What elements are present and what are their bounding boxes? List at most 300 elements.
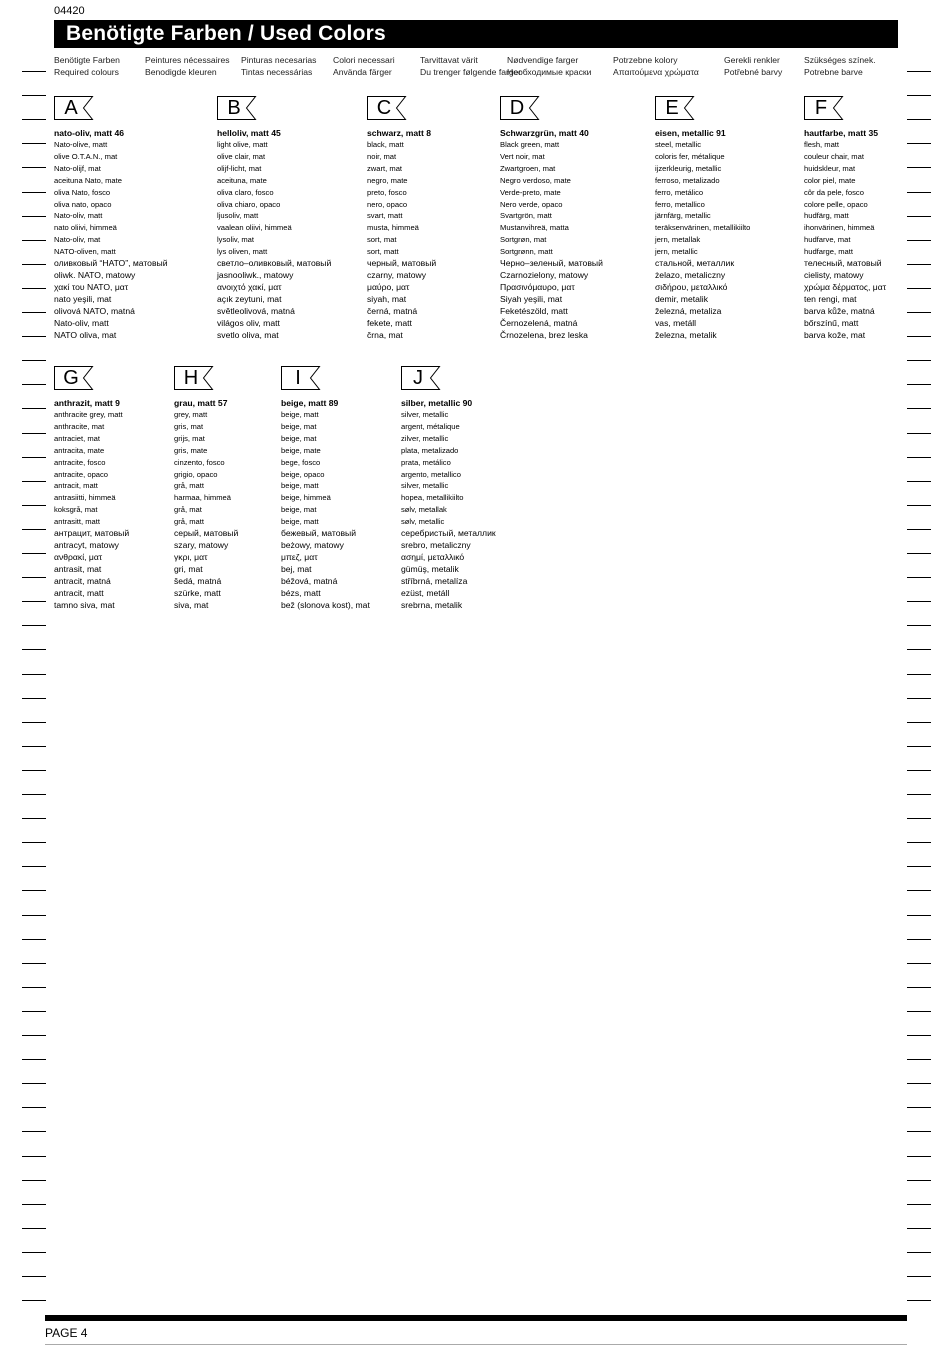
- color-name: hautfarbe, matt 35: [804, 128, 879, 138]
- color-translation: svetlo oliva, mat: [217, 329, 279, 340]
- margin-tick: [22, 842, 46, 843]
- color-translation: beige, matt: [281, 410, 319, 419]
- color-section: [217, 96, 331, 341]
- color-translation: gris, mate: [174, 445, 208, 455]
- margin-tick: [22, 674, 46, 675]
- letter-marker: [500, 96, 540, 120]
- color-translation: teräksenvärinen, metallikiilto: [655, 223, 751, 233]
- page-number: PAGE 4: [45, 1326, 88, 1340]
- color-translation: gümüş, metalik: [401, 563, 459, 574]
- margin-tick: [907, 1107, 931, 1108]
- margin-tick: [907, 987, 931, 988]
- margin-tick: [22, 601, 46, 602]
- header-label: Tarvittavat värit: [420, 55, 478, 65]
- margin-tick: [22, 1059, 46, 1060]
- color-translation: Črnozelena, brez leska: [500, 329, 588, 340]
- header-column: [804, 54, 876, 78]
- color-translation: cinzento, fosco: [174, 457, 225, 467]
- margin-tick: [907, 433, 931, 434]
- color-translation: ferro, metallico: [655, 199, 705, 209]
- margin-tick: [22, 1035, 46, 1036]
- color-translation: lys oliven, matt: [217, 247, 268, 257]
- color-translation: ανθρακί, ματ: [54, 551, 103, 562]
- color-translation: стальной, металлик: [655, 258, 735, 269]
- margin-tick: [907, 794, 931, 795]
- margin-tick: [22, 770, 46, 771]
- color-translation: Svartgrön, matt: [500, 211, 552, 221]
- color-translation: χρώμα δέρματος, ματ: [804, 281, 887, 292]
- margin-tick: [22, 794, 46, 795]
- section-letter: E: [665, 97, 679, 119]
- margin-tick: [907, 119, 931, 120]
- letter-marker: [655, 96, 695, 120]
- footer-rule: [45, 1344, 907, 1345]
- color-translation: γκρι, ματ: [174, 551, 208, 562]
- color-translation: Czarnozielony, matowy: [500, 269, 589, 280]
- color-translation: gri, mat: [174, 563, 203, 574]
- color-translation: beige, mat: [281, 421, 317, 431]
- margin-tick: [22, 890, 46, 891]
- color-translation: antrasiitti, himmeä: [54, 493, 116, 503]
- color-section: [367, 96, 436, 341]
- footer-bar: [45, 1315, 907, 1321]
- color-name: nato-oliv, matt 46: [54, 128, 125, 138]
- color-translation: ijzerkleurig, metallic: [655, 163, 722, 173]
- color-translation: Nato-oliv, matt: [54, 317, 109, 328]
- color-translation: color piel, mate: [804, 175, 856, 185]
- color-translation: stříbrná, metalíza: [401, 575, 468, 586]
- color-translation: ezüst, metáll: [401, 587, 450, 598]
- margin-tick: [907, 240, 931, 241]
- color-translation: оливковый “НАТО”, матовый: [54, 258, 168, 269]
- color-translation: silver, metallic: [401, 410, 449, 419]
- margin-tick: [907, 1011, 931, 1012]
- color-translation: черный, матовый: [367, 258, 437, 269]
- color-translation: grigio, opaco: [174, 469, 218, 479]
- color-translation: χακί του NATO, ματ: [54, 281, 129, 292]
- color-translation: siva, mat: [174, 599, 209, 610]
- color-translation: серый, матовый: [174, 528, 239, 539]
- margin-tick: [22, 1131, 46, 1132]
- color-translation: Feketészöld, matt: [500, 305, 568, 316]
- document-code: 04420: [54, 5, 85, 17]
- margin-tick: [907, 939, 931, 940]
- color-translation: ferro, metálico: [655, 187, 704, 197]
- margin-tick: [22, 360, 46, 361]
- color-translation: nato oliivi, himmeä: [54, 223, 117, 233]
- margin-tick: [22, 336, 46, 337]
- margin-tick: [22, 1204, 46, 1205]
- color-translation: антрацит, матовый: [54, 528, 130, 539]
- color-translation: šedá, matná: [174, 575, 222, 586]
- color-translation: siyah, mat: [367, 293, 407, 304]
- color-translation: beige, himmeä: [281, 493, 331, 503]
- margin-tick: [907, 384, 931, 385]
- color-translation: jern, metallak: [655, 235, 701, 245]
- margin-tick: [22, 625, 46, 626]
- color-translation: Nato-olijf, mat: [54, 163, 101, 173]
- margin-tick: [907, 1228, 931, 1229]
- color-translation: grijs, mat: [174, 433, 205, 443]
- color-translation: Πρασινόμαυρο, ματ: [500, 281, 575, 292]
- color-translation: nato yeşili, mat: [54, 293, 112, 304]
- margin-tick: [22, 987, 46, 988]
- color-translation: бежевый, матовый: [281, 528, 357, 539]
- color-translation: Черно–зеленый, матовый: [500, 258, 603, 269]
- color-translation: olive clair, mat: [217, 151, 266, 161]
- margin-tick: [22, 915, 46, 916]
- color-translation: gris, mat: [174, 421, 204, 431]
- color-translation: μπεζ, ματ: [281, 551, 318, 562]
- color-translation: sølv, metallic: [401, 517, 445, 527]
- color-translation: nero, opaco: [367, 199, 408, 209]
- color-translation: silver, metallic: [401, 481, 449, 491]
- color-translation: beige, mat: [281, 433, 317, 443]
- color-translation: antrasitt, matt: [54, 517, 101, 527]
- color-translation: beige, matt: [281, 517, 319, 527]
- color-translation: Nato-oliv, matt: [54, 211, 103, 221]
- color-translation: antracit, matná: [54, 575, 111, 586]
- margin-tick: [907, 553, 931, 554]
- color-translation: antracyt, matowy: [54, 539, 119, 550]
- letter-marker: [217, 96, 257, 120]
- color-translation: açık zeytuni, mat: [217, 293, 282, 304]
- margin-tick: [22, 939, 46, 940]
- margin-tick: [22, 722, 46, 723]
- color-translation: ferroso, metalizado: [655, 175, 720, 185]
- color-translation: cielisty, matowy: [804, 269, 864, 280]
- color-translation: szary, matowy: [174, 539, 229, 550]
- margin-tick: [907, 818, 931, 819]
- color-translation: ljusoliv, matt: [217, 211, 259, 221]
- color-translation: oliva nato, opaco: [54, 199, 112, 209]
- header-label: Potřebné barvy: [724, 67, 783, 77]
- margin-tick: [907, 312, 931, 313]
- page-title: Benötigte Farben / Used Colors: [54, 20, 898, 48]
- color-translation: antracit, matt: [54, 481, 98, 491]
- color-section: [401, 366, 496, 611]
- color-translation: Siyah yeşili, mat: [500, 293, 563, 304]
- color-translation: hudfarve, mat: [804, 235, 851, 245]
- margin-tick: [907, 216, 931, 217]
- color-translation: vas, metáll: [655, 317, 697, 328]
- margin-tick: [22, 167, 46, 168]
- color-translation: oliva chiaro, opaco: [217, 199, 281, 209]
- section-letter: I: [295, 367, 301, 389]
- color-translation: Nato-oliv, mat: [54, 235, 101, 245]
- color-translation: grå, mat: [174, 505, 202, 515]
- color-translation: črna, mat: [367, 329, 403, 340]
- margin-tick: [907, 408, 931, 409]
- margin-tick: [907, 95, 931, 96]
- color-translation: musta, himmeä: [367, 223, 419, 233]
- margin-tick: [22, 216, 46, 217]
- color-translation: beżowy, matowy: [281, 539, 344, 550]
- color-translation: harmaa, himmeä: [174, 493, 231, 503]
- margin-tick: [907, 722, 931, 723]
- header-label: Απαιτούμενα χρώματα: [613, 67, 699, 77]
- color-translation: železná, metaliza: [655, 305, 722, 316]
- header-column: [507, 54, 591, 78]
- color-translation: hudfarge, matt: [804, 247, 853, 257]
- letter-marker: [54, 96, 94, 120]
- color-translation: antracita, mate: [54, 445, 105, 455]
- letter-marker: [281, 366, 321, 390]
- color-translation: tamno siva, mat: [54, 599, 115, 610]
- color-translation: preto, fosco: [367, 187, 407, 197]
- letter-marker: [367, 96, 407, 120]
- color-translation: Verde-preto, mate: [500, 187, 561, 197]
- margin-tick: [22, 71, 46, 72]
- color-translation: železna, metalik: [655, 329, 717, 340]
- color-translation: beige, matt: [281, 481, 319, 491]
- margin-tick: [22, 529, 46, 530]
- color-section: [500, 96, 603, 341]
- margin-tick: [22, 1156, 46, 1157]
- color-translation: sølv, metallak: [401, 505, 447, 515]
- header-label: Szükséges színek.: [804, 55, 876, 65]
- color-translation: Black green, matt: [500, 140, 560, 149]
- header-label: Nødvendige farger: [507, 55, 579, 65]
- header-column: [613, 54, 699, 78]
- color-translation: oliwk. NATO, matowy: [54, 269, 136, 280]
- color-translation: sort, matt: [367, 247, 399, 257]
- color-translation: light olive, matt: [217, 140, 268, 149]
- color-translation: antrasit, mat: [54, 563, 102, 574]
- color-translation: hopea, metallikiilto: [401, 493, 464, 503]
- header-label: Potrzebne kolory: [613, 55, 678, 65]
- color-translation: телесный, матовый: [804, 258, 882, 269]
- margin-tick: [907, 746, 931, 747]
- header-label: Необходимые краски: [507, 67, 592, 77]
- margin-tick: [22, 553, 46, 554]
- color-translation: black, matt: [367, 140, 404, 149]
- margin-tick: [907, 1204, 931, 1205]
- color-translation: hudfärg, matt: [804, 211, 849, 221]
- color-section: [54, 366, 129, 611]
- color-translation: ανοιχτό χακί, ματ: [217, 281, 282, 292]
- color-translation: noir, mat: [367, 151, 397, 161]
- margin-tick: [907, 505, 931, 506]
- margin-tick: [22, 818, 46, 819]
- color-name: grau, matt 57: [174, 398, 228, 408]
- color-translation: huidskleur, mat: [804, 163, 856, 173]
- margin-tick: [907, 601, 931, 602]
- header-column: [241, 54, 316, 78]
- color-translation: colore pelle, opaco: [804, 199, 868, 209]
- color-translation: Negro verdoso, mate: [500, 175, 571, 185]
- color-translation: ασημί, μεταλλικό: [401, 551, 465, 562]
- color-translation: steel, metallic: [655, 140, 702, 149]
- header-label: Potrebne barve: [804, 67, 863, 77]
- letter-marker: [174, 366, 214, 390]
- color-name: anthrazit, matt 9: [54, 398, 120, 408]
- color-translation: ten rengi, mat: [804, 293, 857, 304]
- color-translation: beige, opaco: [281, 469, 325, 479]
- margin-tick: [907, 1156, 931, 1157]
- margin-tick: [907, 1083, 931, 1084]
- color-translation: antracit, matt: [54, 587, 104, 598]
- margin-tick: [907, 1276, 931, 1277]
- color-translation: Nato-olive, matt: [54, 140, 108, 149]
- margin-tick: [22, 1276, 46, 1277]
- margin-tick: [907, 457, 931, 458]
- margin-tick: [907, 143, 931, 144]
- color-translation: jasnooliwk., matowy: [217, 269, 294, 280]
- color-section: [655, 96, 750, 341]
- color-name: eisen, metallic 91: [655, 128, 726, 138]
- section-letter: B: [227, 97, 241, 119]
- margin-tick: [22, 192, 46, 193]
- color-translation: aceituna Nato, mate: [54, 175, 122, 185]
- color-translation: aceituna, mate: [217, 175, 267, 185]
- margin-tick: [22, 1300, 46, 1301]
- margin-tick: [22, 577, 46, 578]
- color-translation: srebrna, metalik: [401, 599, 463, 610]
- color-translation: bež (slonova kost), mat: [281, 599, 370, 610]
- letter-marker: [54, 366, 94, 390]
- margin-tick: [22, 1083, 46, 1084]
- color-translation: bege, fosco: [281, 457, 321, 467]
- color-translation: světleolivová, matná: [217, 305, 295, 316]
- color-section: [804, 96, 886, 341]
- color-translation: oliva Nato, fosco: [54, 187, 111, 197]
- color-translation: czarny, matowy: [367, 269, 427, 280]
- color-translation: bej, mat: [281, 563, 312, 574]
- color-translation: Mustanvihreä, matta: [500, 223, 569, 233]
- color-translation: negro, mate: [367, 175, 408, 185]
- color-translation: prata, metálico: [401, 457, 451, 467]
- section-letter: D: [509, 97, 525, 119]
- color-translation: żelazo, metaliczny: [655, 269, 726, 280]
- color-translation: grey, matt: [174, 410, 208, 419]
- margin-tick: [907, 1035, 931, 1036]
- color-translation: Nero verde, opaco: [500, 199, 563, 209]
- margin-tick: [22, 240, 46, 241]
- color-translation: серебристый, металлик: [401, 528, 496, 539]
- color-translation: μαύρο, ματ: [367, 281, 410, 292]
- color-translation: flesh, matt: [804, 140, 840, 149]
- color-translation: oliva claro, fosco: [217, 187, 274, 197]
- section-letter: F: [814, 97, 828, 119]
- margin-tick: [907, 1300, 931, 1301]
- color-translation: σιδήρου, μεταλλικό: [655, 281, 728, 292]
- header-column: [145, 54, 230, 78]
- header-column: [724, 54, 782, 78]
- color-translation: svart, matt: [367, 211, 403, 221]
- margin-tick: [907, 192, 931, 193]
- letter-marker: [804, 96, 844, 120]
- color-translation: Sortgrønn, matt: [500, 247, 553, 257]
- margin-tick: [907, 264, 931, 265]
- color-translation: világos oliv, matt: [217, 317, 280, 328]
- header-label: Tintas necessárias: [241, 67, 313, 77]
- header-label: Peintures nécessaires: [145, 55, 230, 65]
- margin-tick: [907, 481, 931, 482]
- color-translation: NATO-oliven, matt: [54, 247, 116, 257]
- color-name: schwarz, matt 8: [367, 128, 431, 138]
- margin-tick: [22, 288, 46, 289]
- color-translation: demir, metalik: [655, 293, 709, 304]
- margin-tick: [907, 288, 931, 289]
- margin-tick: [22, 1228, 46, 1229]
- color-translation: lysoliv, mat: [217, 235, 254, 245]
- color-translation: barva kože, mat: [804, 329, 866, 340]
- margin-tick: [907, 1131, 931, 1132]
- color-name: silber, metallic 90: [401, 398, 473, 408]
- margin-tick: [907, 1180, 931, 1181]
- color-translation: couleur chair, mat: [804, 151, 864, 161]
- header-label: Du trenger følgende farger: [420, 67, 522, 77]
- color-translation: grå, matt: [174, 481, 204, 491]
- margin-tick: [22, 143, 46, 144]
- color-translation: Černozelená, matná: [500, 317, 578, 328]
- margin-tick: [907, 842, 931, 843]
- header-column: [54, 54, 120, 78]
- margin-tick: [907, 336, 931, 337]
- margin-tick: [22, 698, 46, 699]
- color-translation: szürke, matt: [174, 587, 221, 598]
- margin-tick: [22, 119, 46, 120]
- header-label: Colori necessari: [333, 55, 395, 65]
- letter-marker: [401, 366, 441, 390]
- margin-tick: [907, 1252, 931, 1253]
- color-translation: grå, matt: [174, 517, 204, 527]
- margin-tick: [22, 95, 46, 96]
- color-translation: srebro, metaliczny: [401, 539, 471, 550]
- section-letter: C: [376, 97, 392, 119]
- color-translation: светло–оливковый, матовый: [217, 258, 332, 269]
- section-letter: J: [413, 367, 423, 389]
- margin-tick: [907, 674, 931, 675]
- margin-tick: [22, 746, 46, 747]
- color-translation: NATO oliva, mat: [54, 329, 117, 340]
- margin-tick: [22, 1107, 46, 1108]
- margin-tick: [907, 890, 931, 891]
- section-letter: H: [183, 367, 199, 389]
- margin-tick: [907, 360, 931, 361]
- margin-tick: [907, 577, 931, 578]
- margin-tick: [907, 770, 931, 771]
- color-translation: anthracite, mat: [54, 421, 105, 431]
- header-label: Gerekli renkler: [724, 55, 780, 65]
- color-section: [54, 96, 168, 341]
- margin-tick: [22, 433, 46, 434]
- color-translation: olijf-licht, mat: [217, 163, 262, 173]
- color-translation: jern, metallic: [655, 247, 698, 257]
- color-translation: olive O.T.A.N., mat: [54, 151, 118, 161]
- margin-tick: [907, 1059, 931, 1060]
- header-column: [333, 54, 395, 78]
- color-translation: zilver, metallic: [401, 433, 449, 443]
- margin-tick: [907, 866, 931, 867]
- section-letter: A: [64, 97, 78, 119]
- header-label: Pinturas necesarias: [241, 55, 317, 65]
- color-translation: béžová, matná: [281, 575, 338, 586]
- color-translation: beige, mate: [281, 445, 321, 455]
- color-section: [174, 366, 238, 611]
- color-translation: järnfärg, metallic: [655, 211, 711, 221]
- color-translation: beige, mat: [281, 505, 317, 515]
- color-name: Schwarzgrün, matt 40: [500, 128, 589, 138]
- margin-tick: [22, 1180, 46, 1181]
- margin-tick: [907, 915, 931, 916]
- color-translation: černá, matná: [367, 305, 418, 316]
- color-translation: ihonvärinen, himmeä: [804, 223, 875, 233]
- color-translation: koksgrå, mat: [54, 505, 98, 515]
- margin-tick: [22, 312, 46, 313]
- color-translation: plata, metalizado: [401, 445, 459, 455]
